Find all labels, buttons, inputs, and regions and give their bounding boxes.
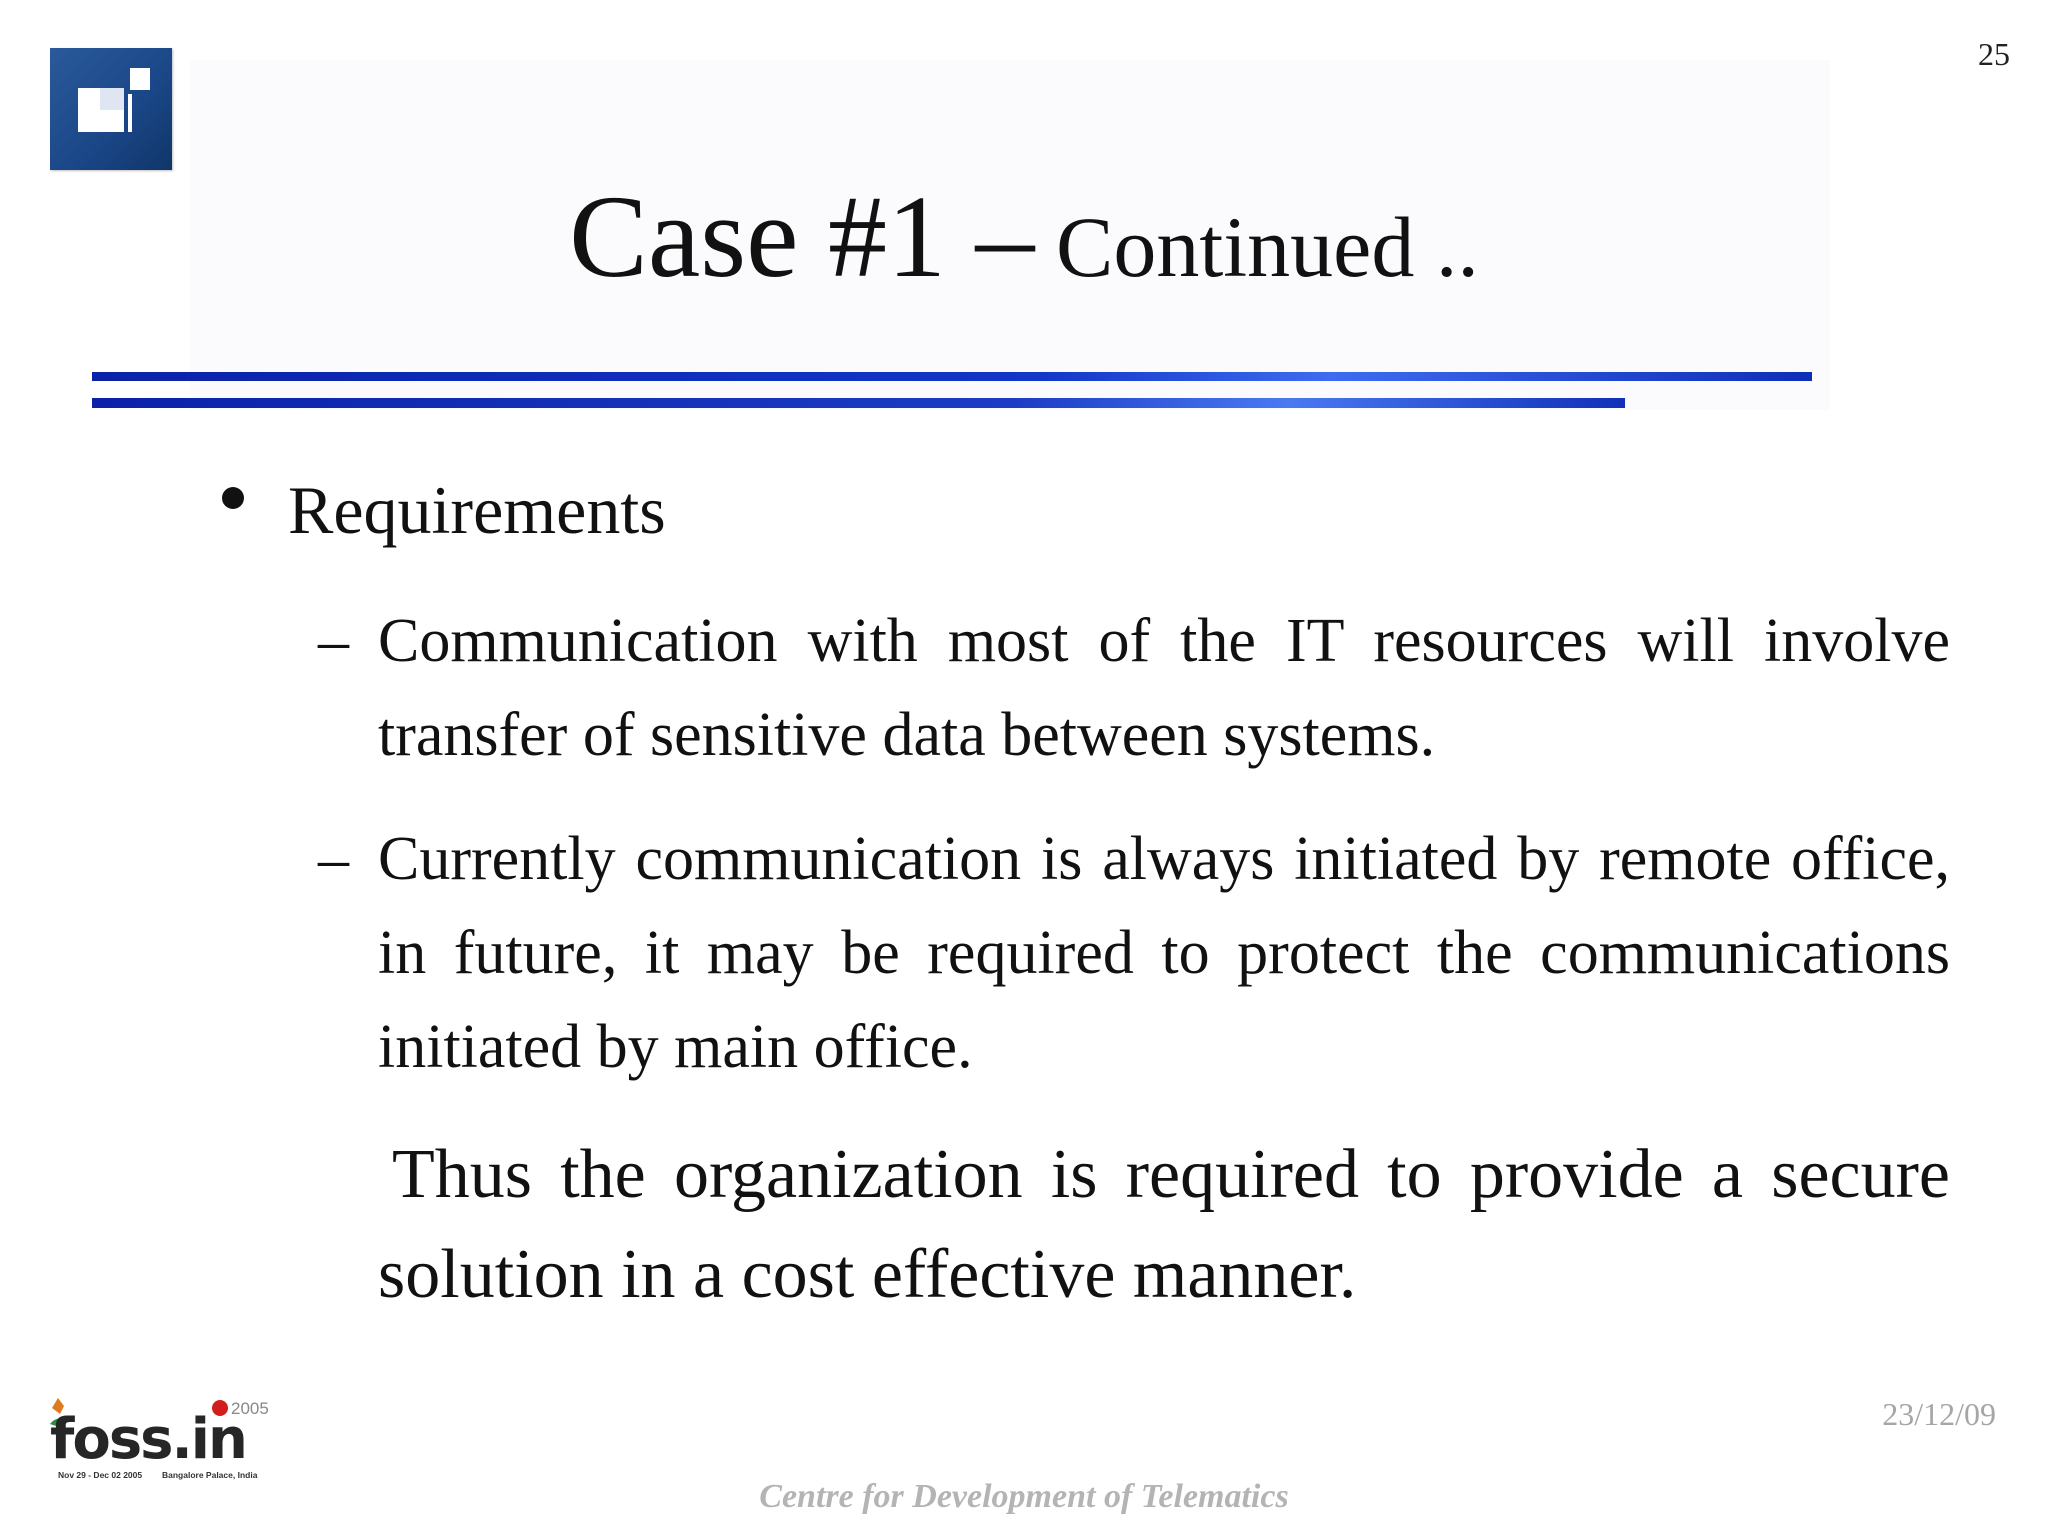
slide-title-main: Case #1 – [569,171,1035,302]
foss-in-logo [48,1394,278,1484]
sub-item-text: Currently communication is always initiated by remote office, in future, it may be required to protect the communications initiated by main office. [378,825,1950,1081]
sub-item-dash: – [318,607,349,675]
svg-text:2005: 2005 [231,1399,269,1418]
bullet-dot [222,487,244,509]
page-number: 25 [1978,36,2010,72]
svg-text:foss.in: foss.in [50,1407,246,1472]
slide-date: 23/12/09 [1882,1396,1996,1432]
title-rule-lower [92,398,1625,408]
title-rule-upper [92,372,1812,381]
svg-text:Bangalore Palace, India: Bangalore Palace, India [162,1470,258,1480]
bullet-label: Requirements [288,472,666,548]
slide-title-sub: Continued .. [1034,199,1479,295]
svg-text:Nov 29 - Dec 02 2005: Nov 29 - Dec 02 2005 [58,1470,143,1480]
sub-item-dash: – [318,825,349,893]
cdot-logo [50,48,172,170]
conclusion-text: Thus the organization is required to provide a secure solution in a cost effective manner. [378,1136,1950,1313]
sub-item-text: Communication with most of the IT resources will involve transfer of sensitive data between systems. [378,607,1950,769]
footer-organization: Centre for Development of Telematics [759,1478,1289,1515]
slide-title [0,171,2048,302]
